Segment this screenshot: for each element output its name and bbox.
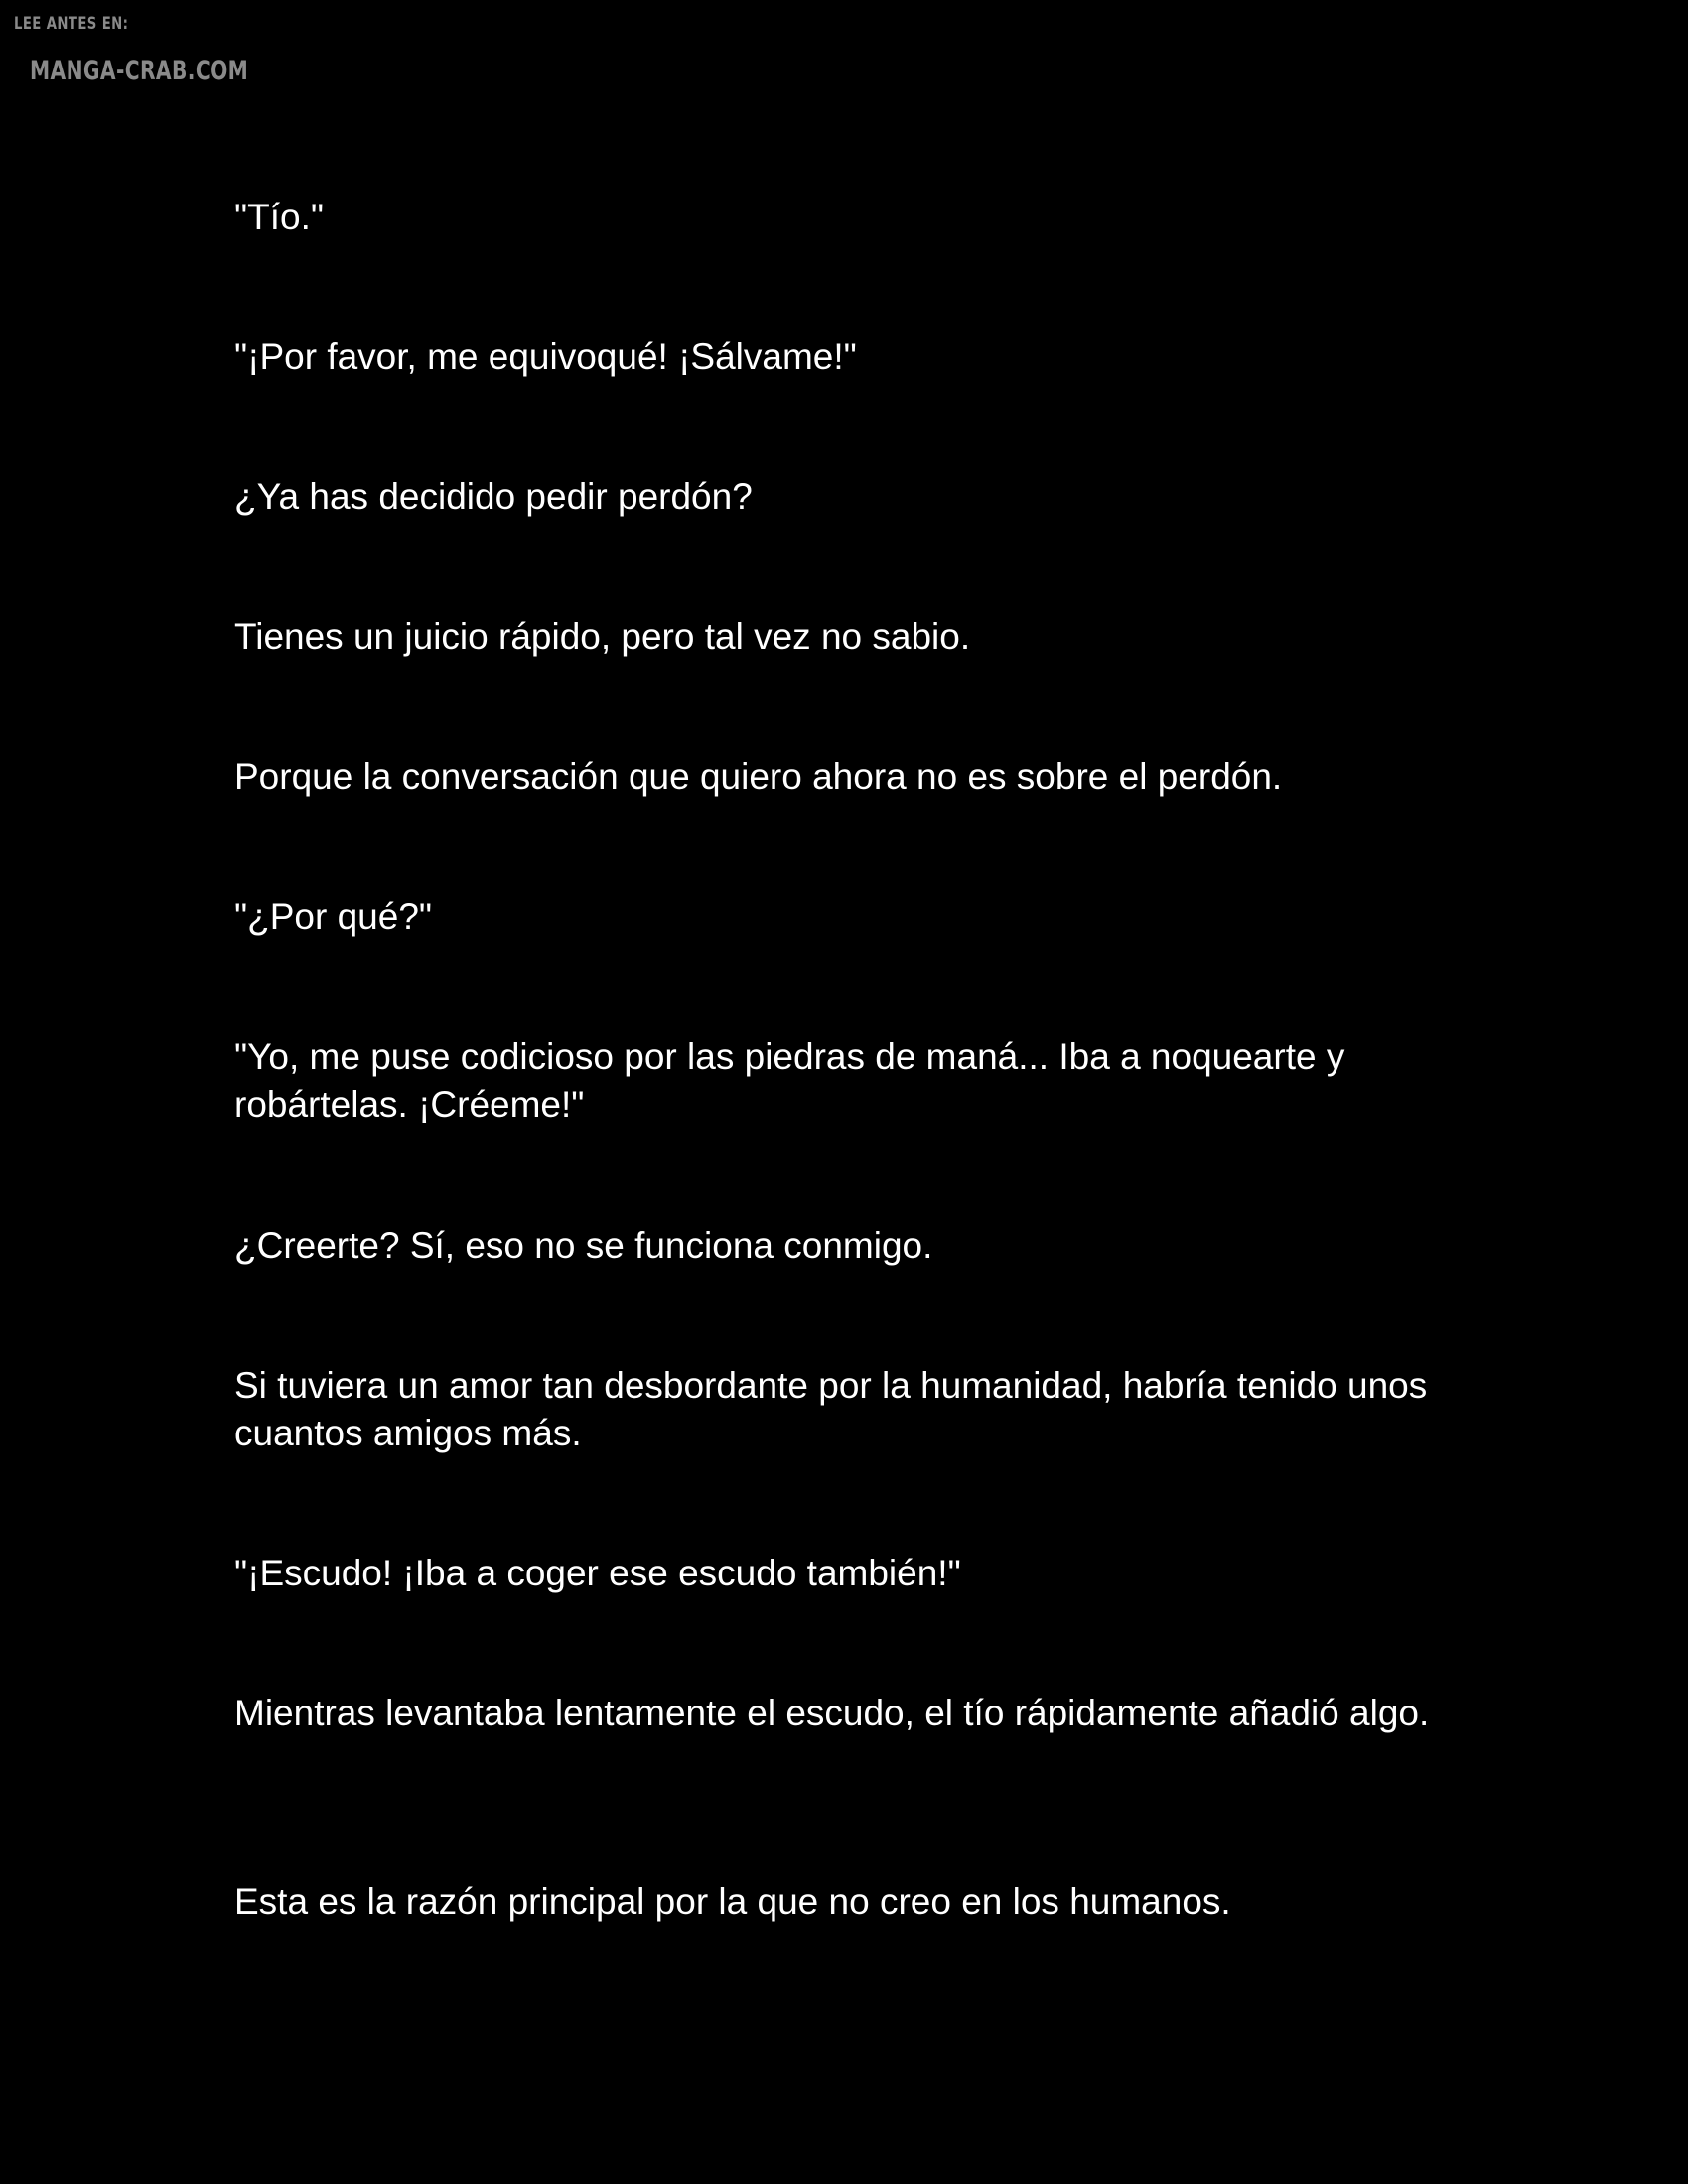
- watermark-label: LEE ANTES EN:: [14, 14, 129, 34]
- paragraph: Tienes un juicio rápido, pero tal vez no sabio.: [234, 616, 971, 657]
- paragraph: "¡Escudo! ¡Iba a coger ese escudo también!": [234, 1553, 961, 1593]
- paragraph: Esta es la razón principal por la que no creo en los humanos.: [234, 1881, 1231, 1922]
- paragraph: ¿Ya has decidido pedir perdón?: [234, 477, 753, 517]
- paragraph: ¿Creerte? Sí, eso no se funciona conmigo.: [234, 1225, 933, 1266]
- paragraph: "¡Por favor, me equivoqué! ¡Sálvame!": [234, 337, 857, 377]
- paragraph: Mientras levantaba lentamente el escudo, el tío rápidamente añadió algo.: [234, 1693, 1430, 1733]
- paragraph: "Yo, me puse codicioso por las piedras de maná... Iba a noquearte y robártelas. ¡Créeme!": [234, 1036, 1345, 1125]
- paragraph: Si tuviera un amor tan desbordante por la humanidad, habría tenido unos cuantos amigos más.: [234, 1365, 1428, 1453]
- paragraph: "Tío.": [234, 197, 325, 237]
- watermark-site: MANGA-CRAB.COM: [30, 56, 249, 86]
- paragraph: "¿Por qué?": [234, 896, 433, 937]
- paragraph: Porque la conversación que quiero ahora no es sobre el perdón.: [234, 756, 1283, 797]
